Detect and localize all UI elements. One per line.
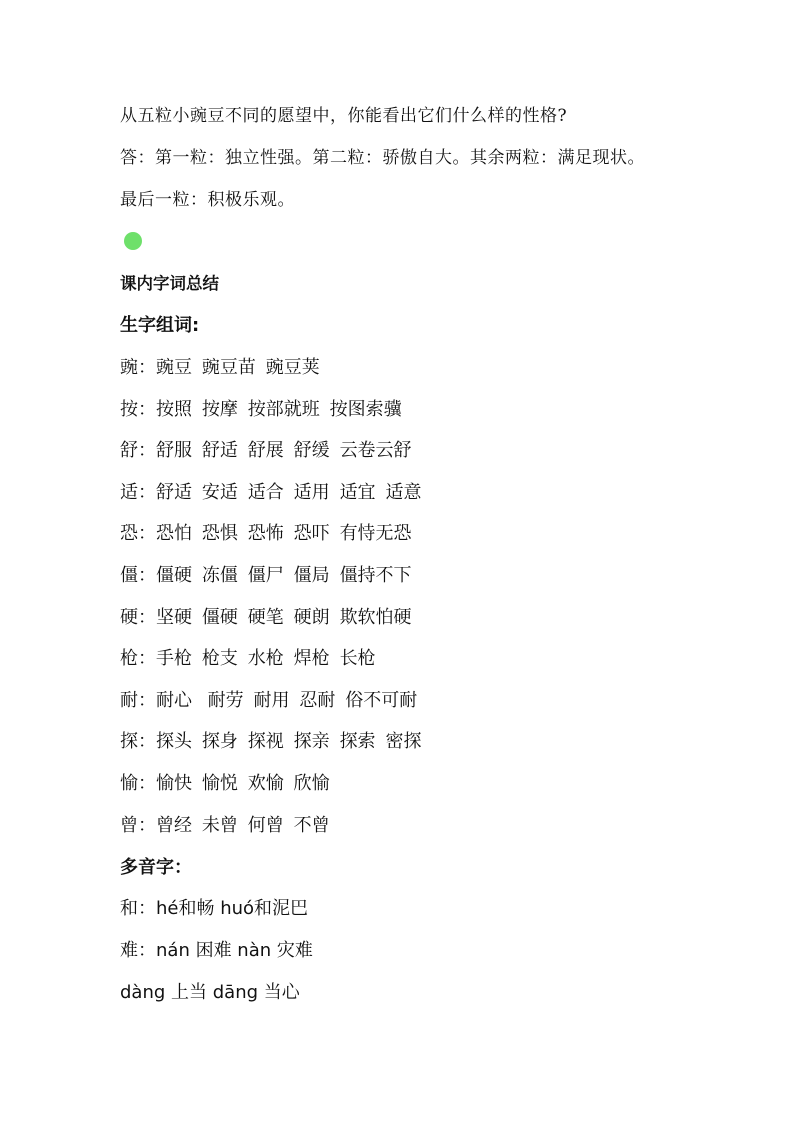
group-word: 枪支: [201, 648, 238, 669]
word-group-row: 耐：耐心 耐劳 耐用 忍耐 俗不可耐: [120, 690, 418, 711]
group-word: 俗不可耐: [345, 690, 418, 711]
group-word: 欢愉: [247, 773, 284, 794]
word-group-row: 硬：坚硬 僵硬 硬笔 硬朗 欺软怕硬: [120, 607, 412, 628]
group-word: 耐劳: [201, 690, 244, 711]
group-word: 按照: [156, 399, 192, 420]
group-word: 硬笔: [247, 607, 284, 628]
group-char: 恐: [120, 523, 138, 544]
group-word: 手枪: [156, 648, 192, 669]
group-word: 硬朗: [293, 607, 330, 628]
group-word: 僵尸: [247, 565, 284, 586]
question-text: 从五粒小豌豆不同的愿望中，你能看出它们什么样的性格?: [120, 106, 568, 126]
word-group-row: 按：按照 按摩 按部就班 按图索骥: [120, 399, 402, 420]
group-word: 安适: [201, 482, 238, 503]
group-word: 按图索骥: [329, 399, 402, 420]
group-word: 适宜: [339, 482, 376, 503]
group-word: 冻僵: [201, 565, 238, 586]
word-group-row: 曾：曾经 未曾 何曾 不曾: [120, 815, 330, 836]
word-group-row: 探：探头 探身 探视 探亲 探索 密探: [120, 731, 422, 752]
group-char: 舒: [120, 440, 138, 461]
group-word: 愉快: [156, 773, 192, 794]
group-word: 舒缓: [293, 440, 330, 461]
polyphone-heading: 多音字：: [120, 857, 192, 878]
word-group-row: 豌：豌豆 豌豆苗 豌豆荚: [120, 357, 320, 378]
group-word: 曾经: [156, 815, 192, 836]
word-group-row: 适：舒适 安适 适合 适用 适宜 适意: [120, 482, 422, 503]
group-word: 豌豆苗: [201, 357, 256, 378]
group-word: 舒适: [156, 482, 192, 503]
word-group-row: 愉：愉快 愉悦 欢愉 欣愉: [120, 773, 330, 794]
group-word: 探索: [339, 731, 376, 752]
group-word: 舒服: [156, 440, 192, 461]
group-word: 耐心: [156, 690, 192, 711]
polyphone-line: dàng 上当 dāng 当心: [120, 982, 300, 1003]
group-word: 探亲: [293, 731, 330, 752]
group-word: 僵硬: [201, 607, 238, 628]
group-char: 耐: [120, 690, 138, 711]
group-word: 恐怖: [247, 523, 284, 544]
group-char: 豌: [120, 357, 138, 378]
group-word: 密探: [385, 731, 422, 752]
group-char: 曾: [120, 815, 138, 836]
polyphone-line: 难：nán 困难 nàn 灾难: [120, 940, 313, 961]
group-word: 欣愉: [293, 773, 330, 794]
group-word: 坚硬: [156, 607, 192, 628]
group-char: 适: [120, 482, 138, 503]
group-word: 何曾: [247, 815, 284, 836]
group-word: 长枪: [339, 648, 376, 669]
polyphone-line: 和：hé和畅 huó和泥巴: [120, 898, 309, 919]
green-dot-icon: [124, 232, 142, 250]
group-word: 探视: [247, 731, 284, 752]
word-group-row: 枪：手枪 枪支 水枪 焊枪 长枪: [120, 648, 376, 669]
group-word: 欺软怕硬: [339, 607, 412, 628]
summary-title: 课内字词总结: [120, 274, 219, 293]
group-word: 云卷云舒: [339, 440, 412, 461]
group-word: 舒展: [247, 440, 284, 461]
group-char: 硬: [120, 607, 138, 628]
group-word: 僵硬: [156, 565, 192, 586]
group-word: 恐怕: [156, 523, 192, 544]
answer-line-1: 答：第一粒：独立性强。第二粒：骄傲自大。其余两粒：满足现状。: [120, 148, 645, 168]
group-word: 有恃无恐: [339, 523, 412, 544]
group-word: 舒适: [201, 440, 238, 461]
group-word: 僵局: [293, 565, 330, 586]
group-word: 恐吓: [293, 523, 330, 544]
word-group-row: 舒：舒服 舒适 舒展 舒缓 云卷云舒: [120, 440, 412, 461]
group-word: 适意: [385, 482, 422, 503]
group-word: 按摩: [201, 399, 238, 420]
group-word: 豌豆: [156, 357, 192, 378]
group-word: 恐惧: [201, 523, 238, 544]
group-char: 探: [120, 731, 138, 752]
group-word: 探头: [156, 731, 192, 752]
group-word: 忍耐: [299, 690, 336, 711]
group-char: 愉: [120, 773, 138, 794]
group-word: 探身: [201, 731, 238, 752]
word-group-row: 恐：恐怕 恐惧 恐怖 恐吓 有恃无恐: [120, 523, 412, 544]
group-word: 豌豆荚: [265, 357, 320, 378]
words-heading: 生字组词:: [120, 315, 200, 336]
group-char: 枪: [120, 648, 138, 669]
group-word: 焊枪: [293, 648, 330, 669]
group-word: 适合: [247, 482, 284, 503]
group-word: 水枪: [247, 648, 284, 669]
group-char: 按: [120, 399, 138, 420]
group-word: 僵持不下: [339, 565, 412, 586]
group-word: 耐用: [253, 690, 290, 711]
answer-line-2: 最后一粒：积极乐观。: [120, 190, 295, 210]
word-group-row: 僵：僵硬 冻僵 僵尸 僵局 僵持不下: [120, 565, 412, 586]
group-word: 未曾: [201, 815, 238, 836]
group-word: 不曾: [293, 815, 330, 836]
group-char: 僵: [120, 565, 138, 586]
group-word: 适用: [293, 482, 330, 503]
group-word: 愉悦: [201, 773, 238, 794]
group-word: 按部就班: [247, 399, 320, 420]
